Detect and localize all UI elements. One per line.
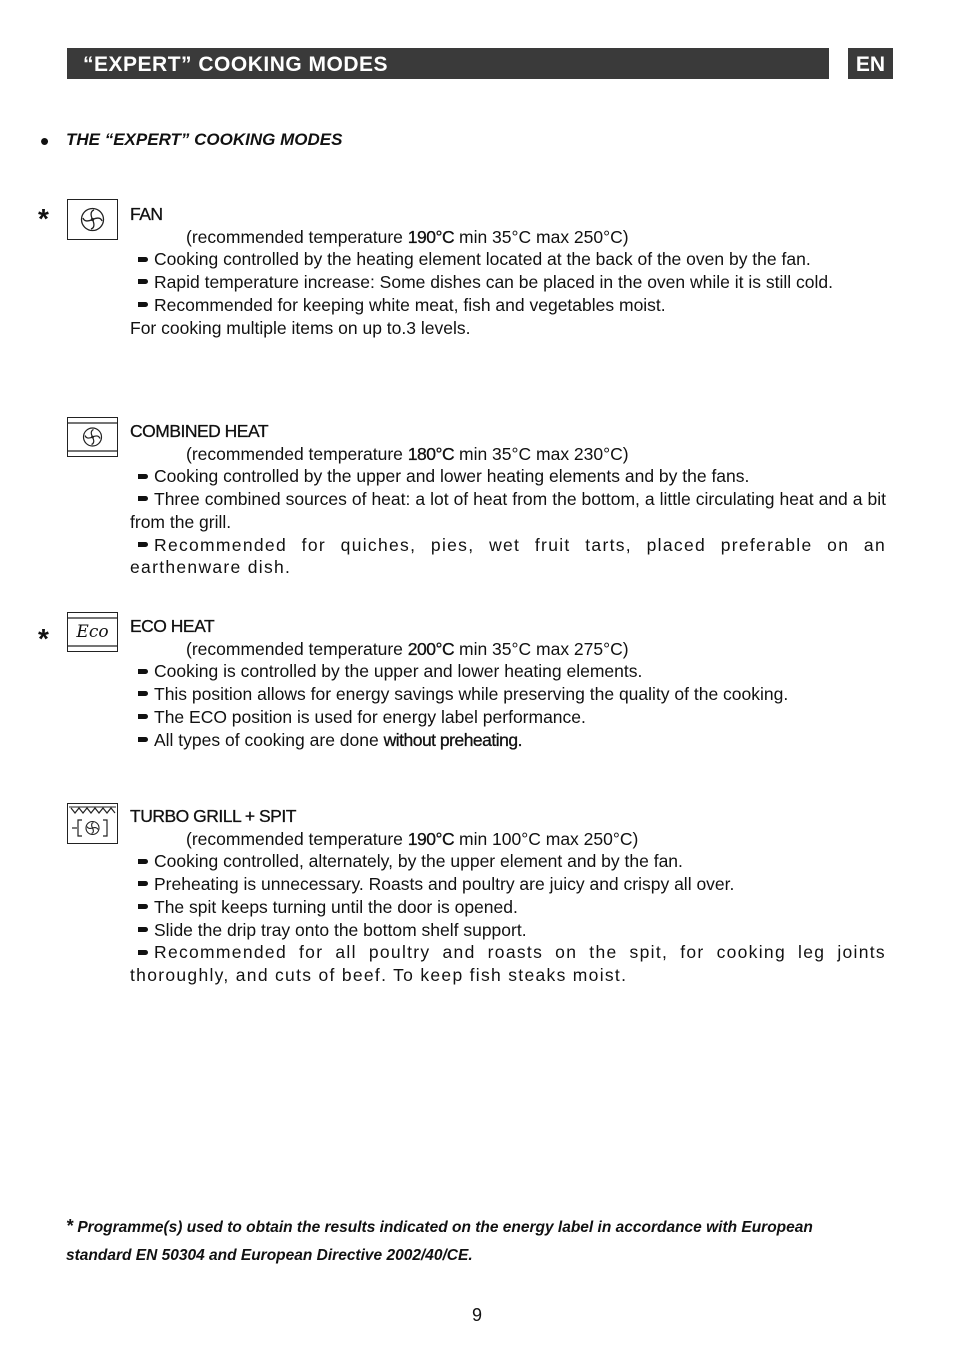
language-badge: EN [848, 48, 893, 79]
list-item-text: Cooking is controlled by the upper and lower heating elements. [154, 661, 643, 682]
list-item [130, 729, 886, 752]
eco-icon-label: Eco [76, 622, 109, 642]
recommended-temperature: 200°C [407, 638, 455, 659]
footnote-text: Programme(s) used to obtain the results indicated on the energy label in accordance with European standard EN 50304 and European Directive 2002/40/CE. [66, 1219, 813, 1264]
list-item-text: Rapid temperature increase: Some dishes can be placed in the oven while it is still cold. [154, 272, 833, 293]
list-item [130, 488, 886, 533]
mode-turbo-grill-spit [130, 805, 886, 987]
temperature-range: min 35°C max 275°C) [454, 638, 629, 659]
list-item [130, 919, 886, 942]
temperature-range: min 35°C max 250°C) [454, 226, 629, 247]
temperature-range: min 35°C max 230°C) [454, 443, 629, 464]
mode-eco-heat [130, 615, 886, 751]
bullet-icon [138, 691, 148, 696]
bullet-icon [138, 302, 148, 307]
bullet-icon [138, 737, 148, 742]
bullet-icon [138, 496, 148, 501]
bullet-icon [138, 881, 148, 886]
list-item [130, 660, 886, 683]
energy-label-star: * [38, 203, 49, 234]
temperature-line [130, 443, 886, 466]
temperature-line [130, 638, 886, 661]
list-item-text: Cooking controlled by the heating element located at the back of the oven by the fan. [154, 249, 811, 270]
list-item [130, 683, 886, 706]
combined-heat-icon [67, 417, 118, 457]
bullet-icon [138, 859, 148, 864]
temperature-prefix: (recommended temperature [186, 638, 408, 659]
page-header-title: “EXPERT” COOKING MODES [67, 48, 829, 79]
bullet-icon [138, 542, 148, 547]
list-item-text: All types of cooking are done [154, 729, 384, 750]
mode-name: ECO HEAT [130, 616, 215, 636]
mode-fan [130, 203, 886, 339]
eco-icon [67, 612, 118, 652]
list-item-text: Recommended for keeping white meat, fish and vegetables moist. [154, 294, 666, 315]
mode-combined-heat [130, 420, 886, 579]
emphasis-text: without preheating. [383, 729, 522, 750]
mode-name: FAN [130, 204, 163, 224]
temperature-prefix: (recommended temperature [186, 226, 408, 247]
list-item [130, 534, 886, 579]
list-item-text: The ECO position is used for energy label performance. [154, 706, 586, 727]
bullet-icon [138, 904, 148, 909]
temperature-prefix: (recommended temperature [186, 828, 408, 849]
energy-label-star: * [38, 623, 49, 654]
list-item-text: Three combined sources of heat: a lot of heat from the bottom, a little circulating heat and a bit from the grill. [130, 489, 886, 532]
recommended-temperature: 180°C [407, 443, 455, 464]
list-item [130, 706, 886, 729]
list-item [130, 271, 886, 294]
bullet-icon [138, 279, 148, 284]
page-number: 9 [471, 1305, 482, 1325]
list-item-text: This position allows for energy savings while preserving the quality of the cooking. [154, 684, 789, 705]
list-item [130, 465, 886, 488]
section-bullet-dot: • [40, 126, 50, 156]
mode-name: TURBO GRILL + SPIT [130, 806, 296, 826]
list-item [130, 873, 886, 896]
list-item-text: Cooking controlled, alternately, by the upper element and by the fan. [154, 851, 683, 872]
energy-label-footnote [66, 1212, 866, 1270]
list-item-text: Preheating is unnecessary. Roasts and poultry are juicy and crispy all over. [154, 874, 735, 895]
temperature-prefix: (recommended temperature [186, 443, 408, 464]
bullet-icon [138, 257, 148, 262]
list-item [130, 896, 886, 919]
list-item-text: The spit keeps turning until the door is opened. [154, 896, 518, 917]
list-item-text: Slide the drip tray onto the bottom shelf support. [154, 919, 527, 940]
temperature-line [130, 226, 886, 249]
bullet-icon [138, 714, 148, 719]
bullet-icon [138, 950, 148, 955]
footnote-star: * [66, 1216, 74, 1236]
list-item-text: Cooking controlled by the upper and lower heating elements and by the fans. [154, 466, 750, 487]
list-item [130, 850, 886, 873]
section-title: THE “EXPERT” COOKING MODES [66, 130, 343, 149]
list-item [130, 294, 886, 317]
bullet-icon [138, 927, 148, 932]
bullet-icon [138, 474, 148, 479]
bullet-icon [138, 669, 148, 674]
list-item-text: Recommended for quiches, pies, wet fruit tarts, placed preferable on an earthenware dish. [130, 534, 886, 578]
temperature-line [130, 828, 886, 851]
recommended-temperature: 190°C [407, 226, 455, 247]
mode-name: COMBINED HEAT [130, 421, 269, 441]
list-item [130, 941, 886, 986]
turbo-grill-spit-icon [67, 803, 118, 844]
temperature-range: min 100°C max 250°C) [454, 828, 639, 849]
fan-icon [67, 199, 118, 240]
list-item [130, 248, 886, 271]
recommended-temperature: 190°C [407, 828, 455, 849]
mode-note: For cooking multiple items on up to.3 levels. [130, 317, 471, 338]
list-item-text: Recommended for all poultry and roasts on the spit, for cooking leg joints thoroughly, and cuts of beef. To keep fish steaks moist. [130, 942, 886, 985]
